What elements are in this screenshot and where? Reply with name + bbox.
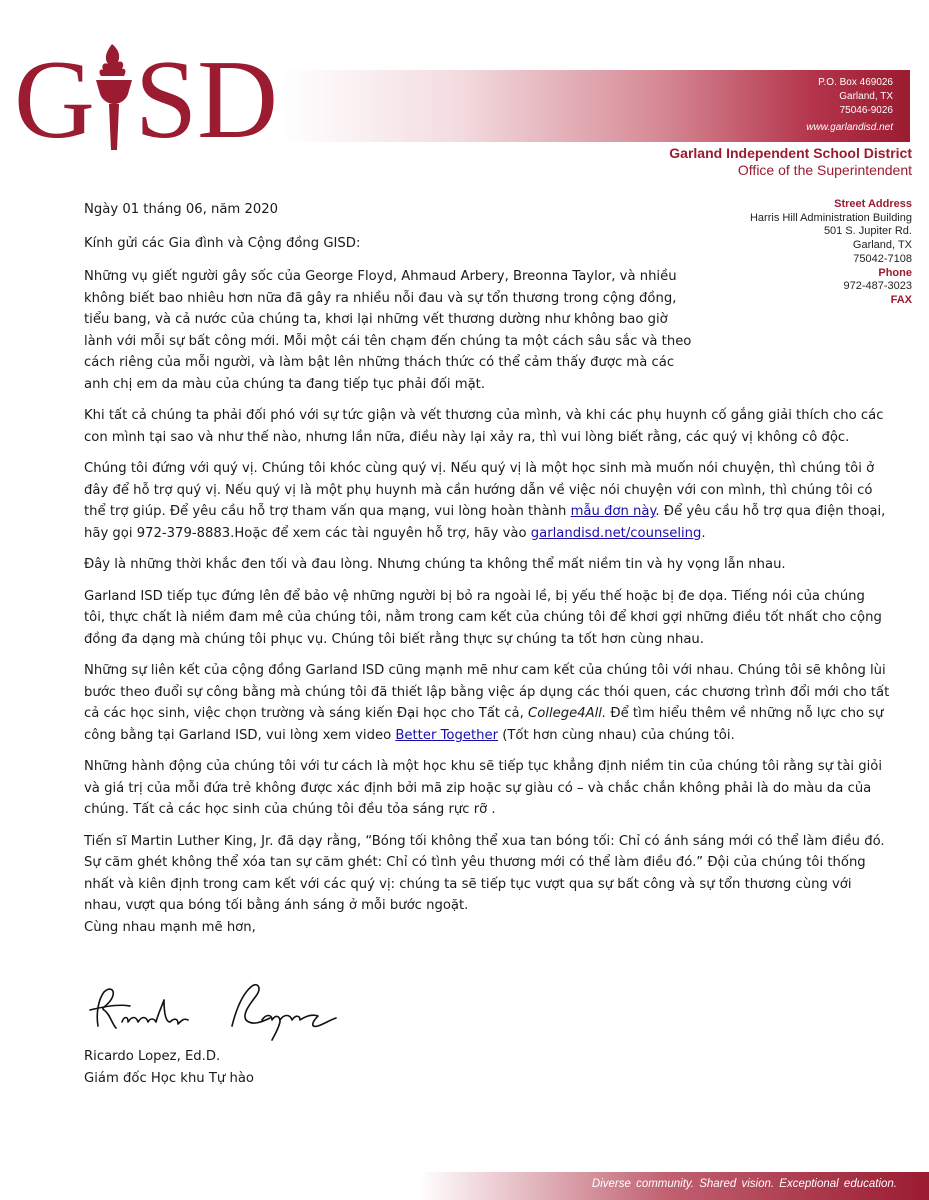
letter-date: Ngày 01 tháng 06, năm 2020 <box>84 202 279 217</box>
paragraph-2: Khi tất cả chúng ta phải đối phó với sự tức giận và vết thương của mình, và khi các phụ huynh cố gắng giải thích cho các con mình tại sao và như thế nào, nhưng lần nữa, điều này lại xảy ra, thì vui lòng biết rằng, các quý vị không cô độc. <box>84 408 884 445</box>
signer-name: Ricardo Lopez, Ed.D. <box>84 1049 221 1064</box>
signature-image <box>86 974 356 1044</box>
paragraph-1: Những vụ giết người gây sốc của George Floyd, Ahmaud Arbery, Breonna Taylor, và nhiều không biết bao nhiêu hơn nữa đã gây ra nhiều nỗi đau và sự tổn thương trong cộng đồng, tiểu bang, và cả nước của chúng ta, khơi lại những vết thương dường như không bao giờ lành với mỗi sự bất công mới. Mỗi một cái tên chạm đến chúng ta một cách sâu sắc và theo cách riêng của mỗi người, và làm bật lên những thách thức có thể cảm thấy được mà các anh chị em da màu của chúng ta đang tiếp tục phải đối mặt. <box>84 269 692 392</box>
phone-label: Phone <box>878 266 912 279</box>
counseling-form-link[interactable]: mẫu đơn này <box>570 504 656 519</box>
better-together-video-link[interactable]: Better Together <box>395 727 499 743</box>
street-city: Garland, TX <box>852 239 912 252</box>
torch-icon <box>14 38 279 162</box>
paragraph-7: Những hành động của chúng tôi với tư cách là một học khu sẽ tiếp tục khẳng định niềm tin của chúng tôi rằng sự tài giỏi và giá trị của mỗi đứa trẻ không được xác định bởi mã zip hoặc sự giàu có – và chắc chắn không phải là do màu da của chúng. Tất cả các học sinh của chúng tôi đều tỏa sáng rực rỡ . <box>84 759 883 817</box>
website: www.garlandisd.net <box>806 122 893 133</box>
district-name: Garland Independent School District <box>669 145 912 161</box>
fax-label: FAX <box>890 293 912 306</box>
district-heading <box>669 145 912 179</box>
closing-line: Cùng nhau mạnh mẽ hơn, <box>84 919 256 935</box>
footer-tagline: Diverse community. Shared vision. Exceptional education. <box>591 1178 897 1190</box>
logo-letter-g: G <box>14 38 95 162</box>
paragraph-6-text-c: (Tốt hơn cùng nhau) của chúng tôi. <box>498 727 735 743</box>
paragraph-3 <box>84 458 890 544</box>
mailing-address <box>806 76 893 135</box>
phone-number: 972-487-3023 <box>843 280 912 293</box>
signer-block <box>84 1046 254 1089</box>
po-box: P.O. Box 469026 <box>818 77 893 88</box>
counseling-url-link[interactable]: garlandisd.net/counseling <box>530 525 702 541</box>
paragraph-3-text-a: Chúng tôi đứng với quý vị. Chúng tôi khóc cùng quý vị. Nếu quý vị là một học sinh mà muốn nói chuyện, thì chúng tôi ở đây để hỗ trợ quý vị. Nếu quý vị là một phụ huynh mà cần hướng dẫn về việc nói chuyện với con mình, thì chúng tôi có thể trợ giúp. Để yêu cầu hỗ trợ tham vấn qua mạng, vui lòng hoàn thành <box>84 461 875 519</box>
building-name: Harris Hill Administration Building <box>749 211 912 224</box>
paragraph-4: Đây là những thời khắc đen tối và đau lòng. Nhưng chúng ta không thể mất niềm tin và hy vọng lẫn nhau. <box>84 557 786 572</box>
mailing-city: Garland, TX <box>839 91 893 102</box>
paragraph-3-text-b: . Để yêu cầu hỗ trợ qua điện thoại, hãy gọi 972-379-8883.Hoặc để xem các tài nguyên hỗ trợ, hãy vào <box>84 504 886 541</box>
salutation: Kính gửi các Gia đình và Cộng đồng GISD: <box>84 235 361 251</box>
letter-body <box>84 199 890 938</box>
street-address-label: Street Address <box>834 198 912 210</box>
paragraph-5: Garland ISD tiếp tục đứng lên để bảo vệ những người bị bỏ ra ngoài lề, bị yếu thế hoặc bị đe dọa. Tiếng nói của chúng tôi, thực chất là niềm đam mê của chúng tôi, nằm trong cam kết của chúng tôi để khơi gợi những điều tốt nhất cho cộng đồng đa dạng mà chúng tôi phục vụ. Chúng tôi biết rằng thực sự chúng ta tốt hơn cùng nhau. <box>84 588 882 647</box>
mailing-zip: 75046-9026 <box>839 105 893 116</box>
logo-letters-sd: SD <box>134 38 279 162</box>
college4all-text: College4All. <box>528 706 607 721</box>
paragraph-6-text-a: Những sự liên kết của cộng đồng Garland ISD cũng mạnh mẽ như cam kết của chúng tôi với nhau. Chúng tôi sẽ không lùi bước theo đuổi sự công bằng mà chúng tôi đã thiết lập bằng việc áp dụng các thói quen, các chương trình đổi mới cho tất cả các học sinh, việc chọn trường và sáng kiến Đại học cho Tất cả, <box>84 663 890 721</box>
street-line: 501 S. Jupiter Rd. <box>823 225 912 238</box>
signer-title: Giám đốc Học khu Tự hào <box>84 1070 254 1086</box>
paragraph-6 <box>84 660 890 746</box>
paragraph-6-text-b: Để tìm hiểu thêm về những nỗ lực cho sự công bằng tại Garland ISD, vui lòng xem video <box>84 706 884 743</box>
paragraph-3-text-c: . <box>701 525 706 541</box>
gisd-logo <box>14 38 279 162</box>
street-zip: 75042-7108 <box>853 252 912 265</box>
paragraph-8: Tiến sĩ Martin Luther King, Jr. đã dạy rằng, “Bóng tối không thể xua tan bóng tối: Chỉ có ánh sáng mới có thể làm điều đó. Sự căm ghét không thể xóa tan sự căm ghét: Chỉ có tình yêu thương mới có thể làm điều đó.” Đội của chúng tôi thống nhất và kiên định trong cam kết với các quý vị: chúng ta sẽ tiếp tục vượt qua sự bất công và sự tổn thương cùng với nhau, vượt qua bóng tối bằng ánh sáng ở mỗi bước ngoặt. <box>84 833 885 913</box>
office-name: Office of the Superintendent <box>737 162 912 178</box>
